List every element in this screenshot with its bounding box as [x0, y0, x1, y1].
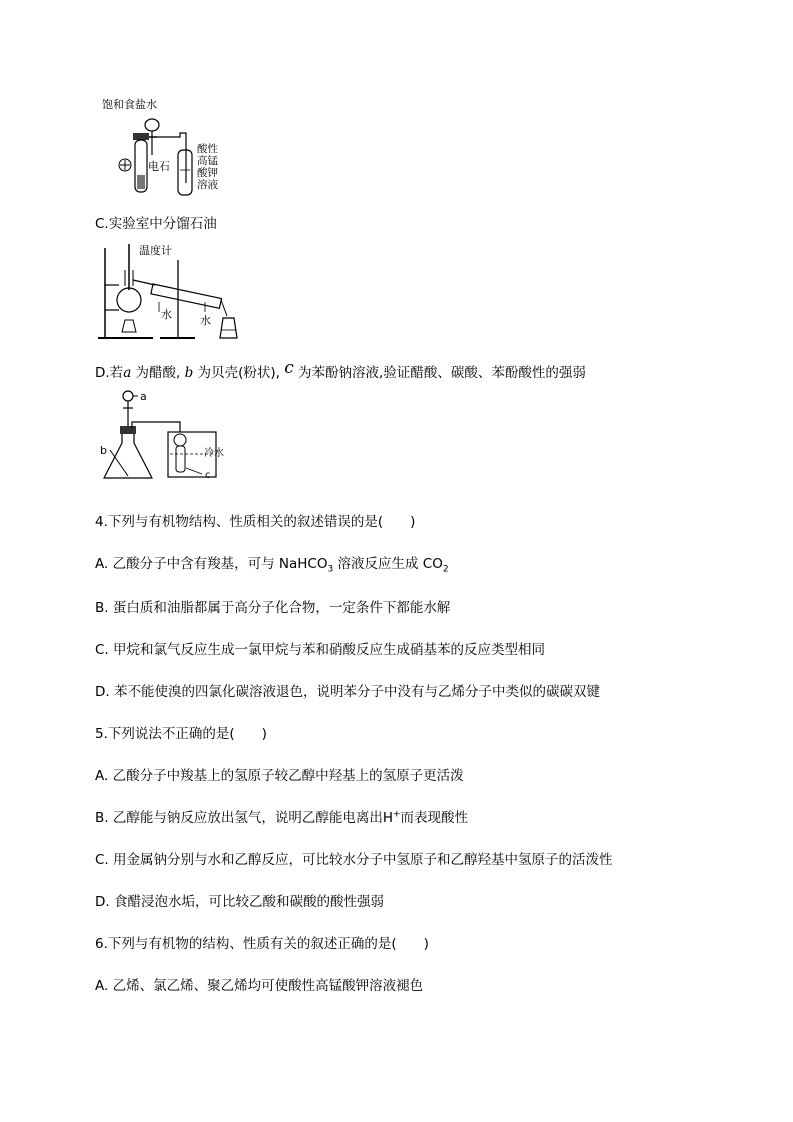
q4-option-c: C. 甲烷和氯气反应生成一氯甲烷与苯和硝酸反应生成硝基苯的反应类型相同: [95, 642, 546, 658]
q5-stem: 5.下列说法不正确的是( ): [95, 726, 267, 742]
q5-option-d: D. 食醋浸泡水垢，可比较乙酸和碳酸的酸性强弱: [95, 894, 384, 910]
label-kmno4-line2: 高锰: [197, 155, 218, 167]
q4-option-a: [95, 552, 449, 575]
label-calcium-carbide: 电石: [148, 160, 170, 173]
option-d-mid1: 为醋酸,: [131, 365, 185, 381]
label-kmno4-line4: 溶液: [197, 179, 218, 191]
label-saturated-brine: 饱和食盐水: [102, 98, 157, 111]
q6-option-a: A. 乙烯、氯乙烯、聚乙烯均可使酸性高锰酸钾溶液褪色: [95, 978, 424, 994]
q4-a-mid: 溶液反应生成 CO: [333, 556, 443, 572]
q5-b-post: 而表现酸性: [400, 810, 469, 826]
q4-a-sub1: 3: [327, 564, 334, 575]
q6-stem: 6.下列与有机物的结构、性质有关的叙述正确的是( ): [95, 936, 429, 952]
q5-b-pre: B. 乙醇能与钠反应放出氢气，说明乙醇能电离出H: [95, 810, 393, 826]
label-kmno4-line3: 酸钾: [197, 167, 218, 179]
label-thermometer: 温度计: [139, 244, 172, 257]
q4-option-b: B. 蛋白质和油脂都属于高分子化合物，一定条件下都能水解: [95, 600, 451, 616]
label-cold-water: 冷水: [204, 448, 224, 459]
q5-b-sup: +: [393, 809, 401, 820]
q5-option-c: C. 用金属钠分别与水和乙醇反应，可比较水分子中氢原子和乙醇羟基中氢原子的活泼性: [95, 852, 613, 868]
option-d-suffix: 为苯酚钠溶液,验证醋酸、碳酸、苯酚酸性的强弱: [293, 365, 586, 381]
option-d-var-b: b: [184, 365, 194, 381]
option-d-mid2: 为贝壳(粉状),: [193, 365, 285, 381]
label-a: a: [140, 390, 147, 403]
option-d-var-c: c: [284, 358, 294, 378]
q5-option-b: [95, 806, 468, 826]
label-water-in: 水: [161, 308, 172, 321]
q4-stem: 4.下列与有机物结构、性质相关的叙述错误的是( ): [95, 514, 416, 530]
q4-a-sub2: 2: [442, 564, 449, 575]
q5-option-a: A. 乙酸分子中羧基上的氢原子较乙醇中羟基上的氢原子更活泼: [95, 768, 464, 784]
label-kmno4-line1: 酸性: [197, 143, 218, 155]
option-d-text: [95, 358, 586, 382]
option-c-text: C.实验室中分馏石油: [95, 216, 217, 232]
option-d-var-a: a: [123, 365, 132, 381]
label-water-out: 水: [200, 314, 211, 327]
q4-option-d: D. 苯不能使溴的四氯化碳溶液退色，说明苯分子中没有与乙烯分子中类似的碳碳双键: [95, 684, 600, 700]
apparatus-distillation-figure: [95, 240, 245, 343]
label-b: b: [100, 444, 107, 457]
apparatus-acetylene-figure: [100, 95, 230, 200]
label-c: c: [205, 470, 211, 481]
option-d-prefix: D.若: [95, 365, 124, 381]
apparatus-acidity-figure: [98, 388, 248, 488]
q4-a-pre: A. 乙酸分子中含有羧基，可与 NaHCO: [95, 556, 328, 572]
